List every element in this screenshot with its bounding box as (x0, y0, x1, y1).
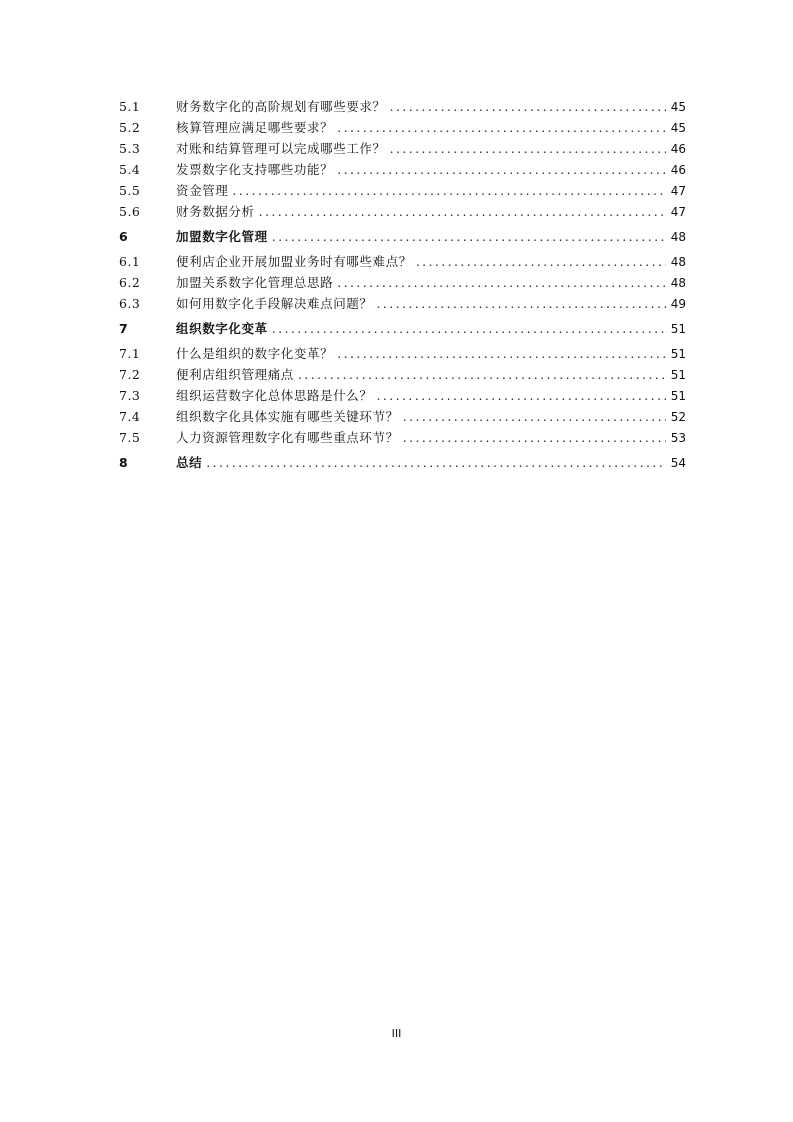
toc-chapter-number: 7 (119, 321, 129, 336)
toc-entry-title: 核算管理应满足哪些要求？ (176, 120, 334, 135)
toc-entry-title: 什么是组织的数字化变革？ (176, 346, 334, 361)
toc-chapter-title: 组织数字化变革 (176, 321, 268, 336)
toc-entry-number: 5.4 (119, 162, 141, 177)
toc-entry-page: 48 (670, 276, 686, 290)
dot-leader (337, 343, 666, 364)
toc-entry-number: 7.1 (119, 346, 141, 361)
table-of-contents (119, 96, 686, 477)
dot-leader (298, 364, 666, 385)
toc-entry-page: 52 (670, 410, 686, 424)
toc-entry-7-2[interactable] (119, 364, 686, 385)
toc-entry-page: 47 (670, 205, 686, 219)
dot-leader (272, 318, 666, 339)
toc-chapter-8[interactable] (119, 452, 686, 474)
toc-chapter-number: 8 (119, 455, 129, 470)
toc-entry-page: 45 (670, 100, 686, 114)
toc-entry-page: 51 (670, 347, 686, 361)
toc-entry-6-2[interactable] (119, 272, 686, 293)
toc-entry-5-1[interactable] (119, 96, 686, 117)
toc-entry-5-2[interactable] (119, 117, 686, 138)
toc-entry-title: 如何用数字化手段解决难点问题？ (176, 296, 373, 311)
dot-leader (206, 452, 666, 473)
toc-entry-title: 财务数据分析 (176, 204, 255, 219)
toc-entry-number: 7.4 (119, 409, 141, 424)
toc-entry-title: 组织数字化具体实施有哪些关键环节？ (176, 409, 399, 424)
dot-leader (377, 385, 666, 406)
dot-leader (337, 117, 666, 138)
toc-entry-7-1[interactable] (119, 343, 686, 364)
toc-chapter-number: 6 (119, 229, 129, 244)
dot-leader (272, 226, 666, 247)
toc-entry-7-5[interactable] (119, 427, 686, 448)
toc-entry-5-5[interactable] (119, 180, 686, 201)
toc-chapter-7[interactable] (119, 318, 686, 340)
toc-entry-page: 48 (670, 255, 686, 269)
toc-entry-page: 53 (670, 431, 686, 445)
toc-entry-title: 发票数字化支持哪些功能？ (176, 162, 334, 177)
toc-entry-number: 5.2 (119, 120, 141, 135)
toc-entry-number: 5.1 (119, 99, 141, 114)
toc-chapter-page: 48 (670, 230, 686, 244)
toc-entry-page: 46 (670, 163, 686, 177)
toc-entry-title: 便利店组织管理痛点 (176, 367, 294, 382)
toc-entry-page: 51 (670, 368, 686, 382)
toc-chapter-page: 51 (670, 322, 686, 336)
toc-entry-page: 47 (670, 184, 686, 198)
toc-chapter-page: 54 (670, 456, 686, 470)
toc-entry-title: 对账和结算管理可以完成哪些工作？ (176, 141, 386, 156)
dot-leader (390, 138, 666, 159)
toc-entry-title: 组织运营数字化总体思路是什么？ (176, 388, 373, 403)
toc-entry-title: 财务数字化的高阶规划有哪些要求？ (176, 99, 386, 114)
toc-entry-title: 人力资源管理数字化有哪些重点环节？ (176, 430, 399, 445)
toc-entry-5-4[interactable] (119, 159, 686, 180)
toc-entry-number: 5.5 (119, 183, 141, 198)
toc-entry-number: 6.2 (119, 275, 141, 290)
toc-chapter-title: 总结 (176, 455, 203, 470)
toc-entry-title: 加盟关系数字化管理总思路 (176, 275, 334, 290)
dot-leader (416, 251, 666, 272)
toc-entry-title: 资金管理 (176, 183, 229, 198)
toc-entry-title: 便利店企业开展加盟业务时有哪些难点？ (176, 254, 412, 269)
dot-leader (259, 201, 666, 222)
toc-entry-number: 6.1 (119, 254, 141, 269)
dot-leader (377, 293, 666, 314)
toc-entry-6-3[interactable] (119, 293, 686, 314)
toc-entry-5-6[interactable] (119, 201, 686, 222)
toc-entry-page: 45 (670, 121, 686, 135)
toc-entry-7-3[interactable] (119, 385, 686, 406)
toc-entry-7-4[interactable] (119, 406, 686, 427)
toc-chapter-title: 加盟数字化管理 (176, 229, 268, 244)
toc-entry-page: 51 (670, 389, 686, 403)
toc-entry-5-3[interactable] (119, 138, 686, 159)
dot-leader (403, 406, 666, 427)
toc-entry-page: 46 (670, 142, 686, 156)
dot-leader (337, 159, 666, 180)
dot-leader (337, 272, 666, 293)
toc-entry-number: 5.3 (119, 141, 141, 156)
toc-entry-6-1[interactable] (119, 251, 686, 272)
toc-entry-number: 6.3 (119, 296, 141, 311)
toc-entry-number: 7.5 (119, 430, 141, 445)
toc-entry-number: 7.3 (119, 388, 141, 403)
toc-entry-page: 49 (670, 297, 686, 311)
toc-entry-number: 5.6 (119, 204, 141, 219)
dot-leader (403, 427, 666, 448)
dot-leader (232, 180, 666, 201)
page-number: III (391, 1027, 402, 1040)
dot-leader (390, 96, 666, 117)
toc-chapter-6[interactable] (119, 226, 686, 248)
toc-entry-number: 7.2 (119, 367, 141, 382)
